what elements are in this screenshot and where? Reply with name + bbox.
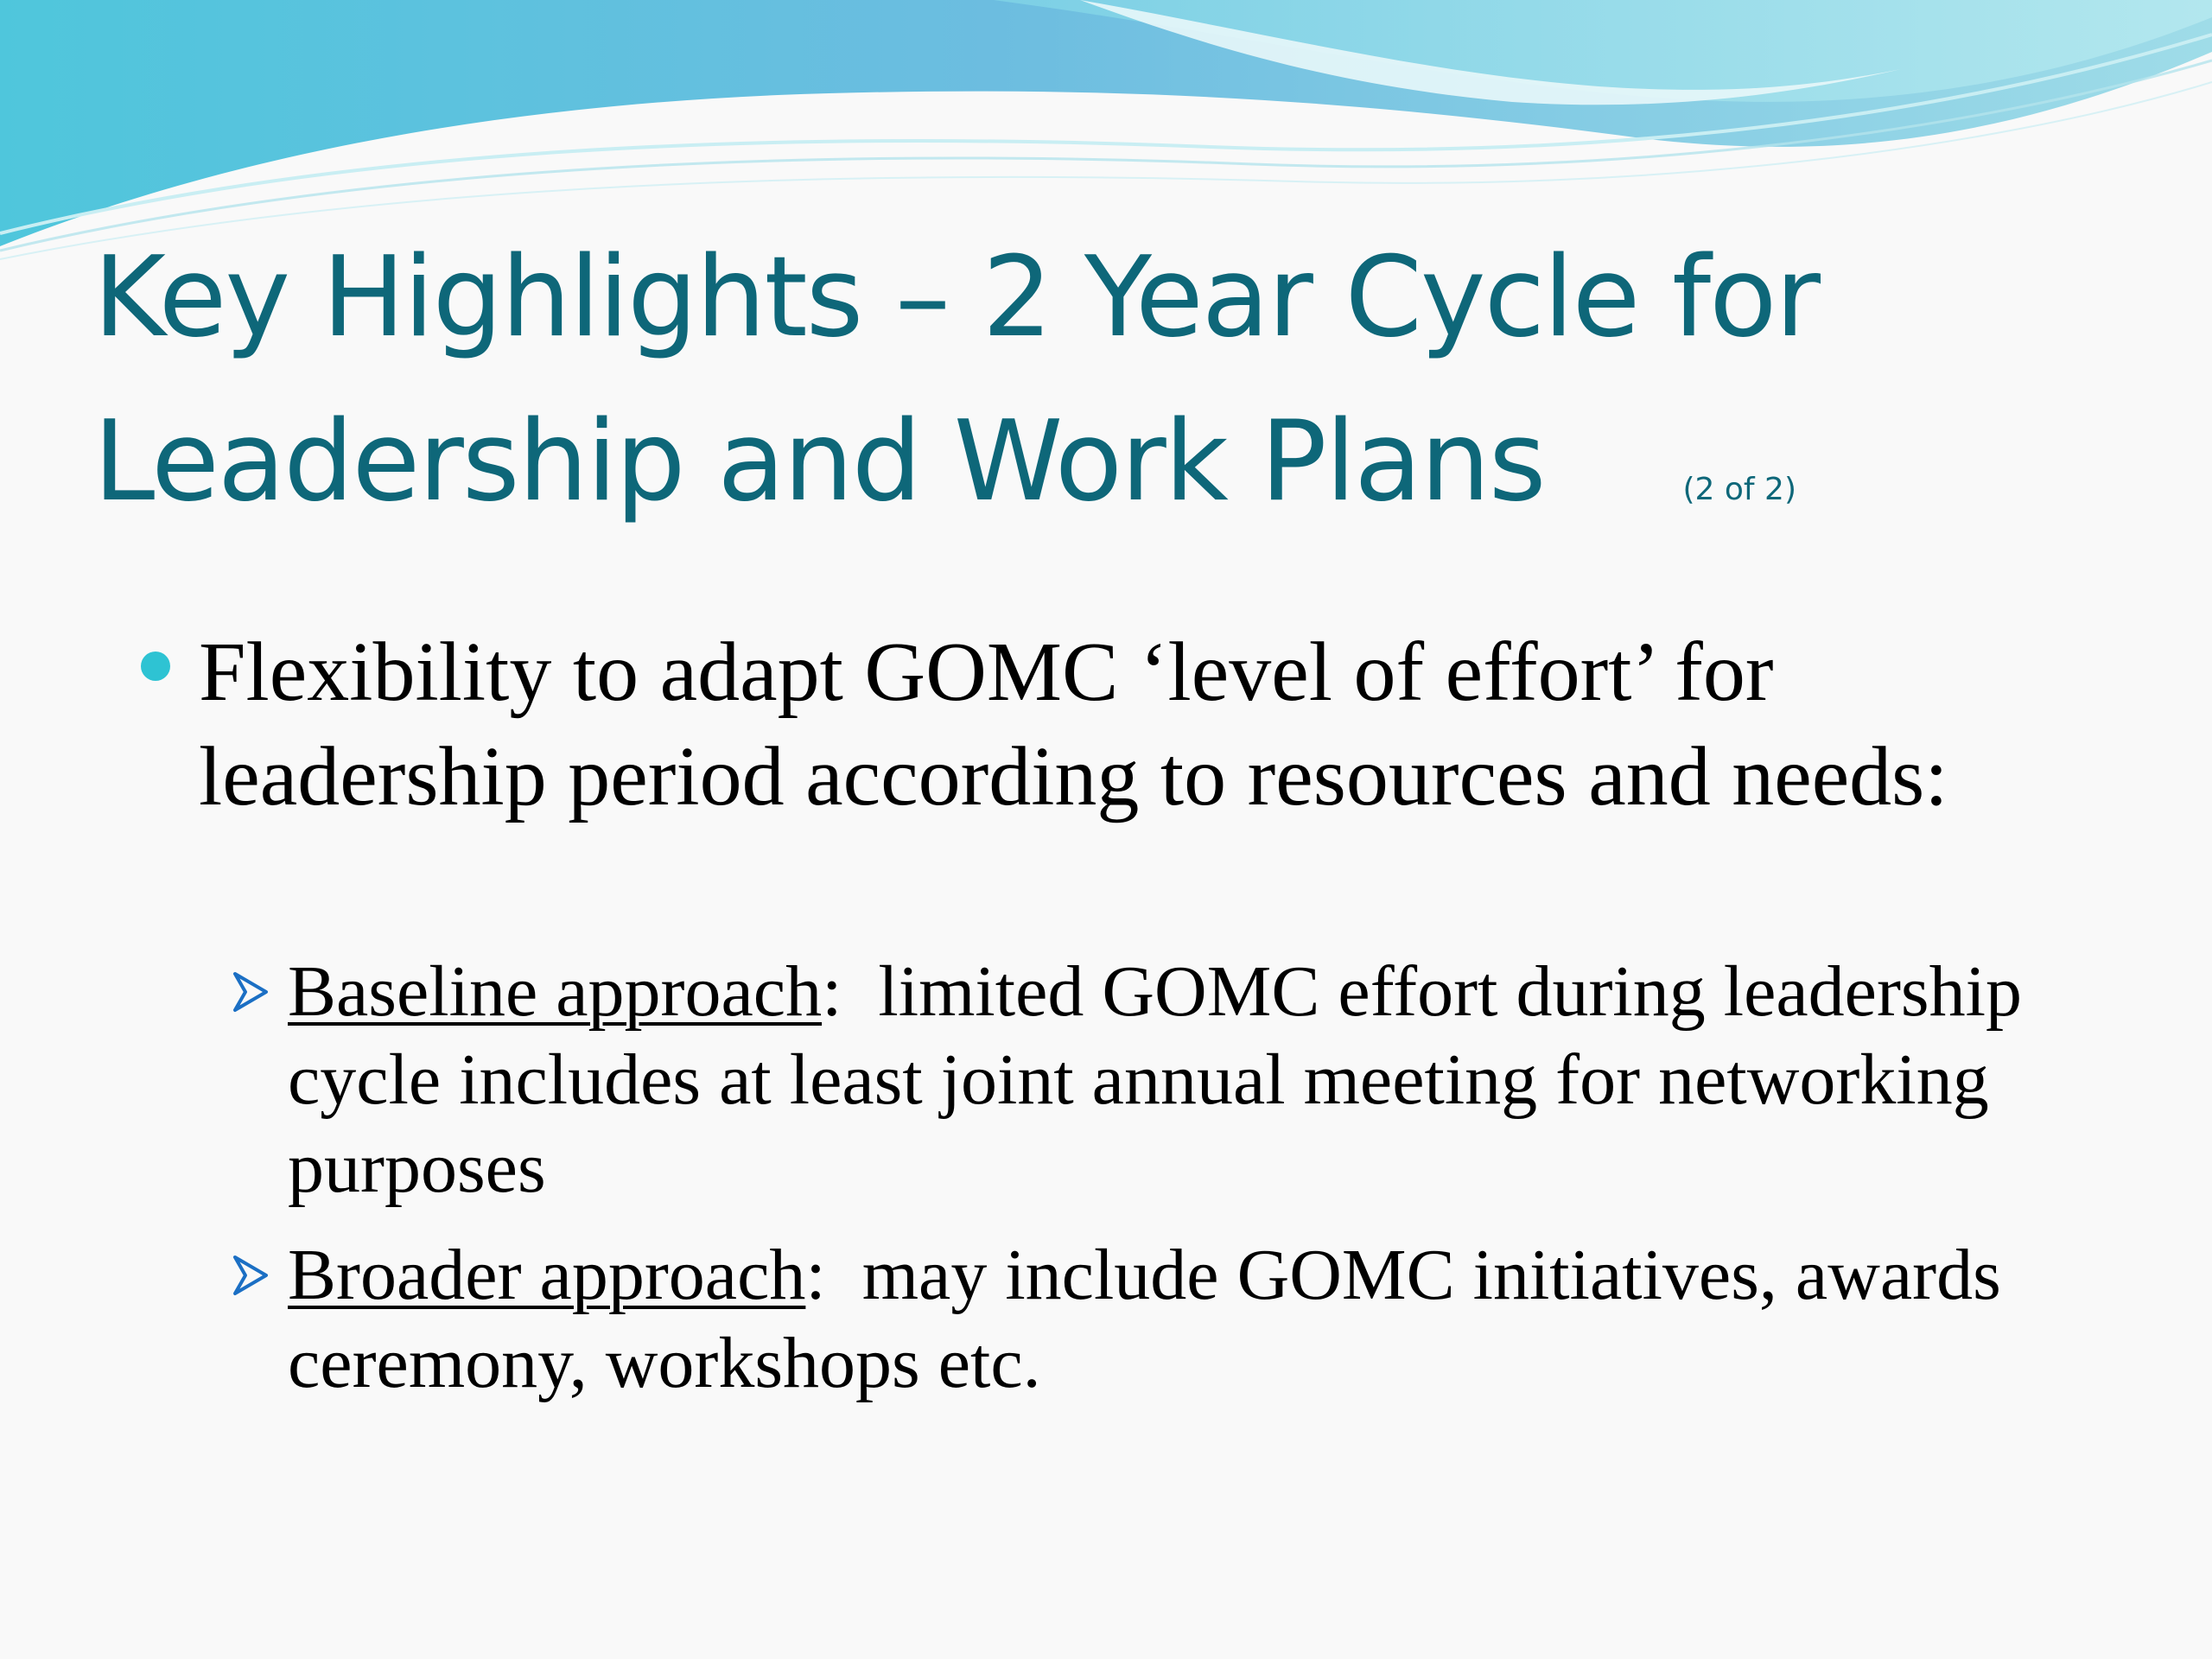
bullet-flexibility: Flexibility to adapt GOMC ‘level of effort’ for leadership period according to resources and needs:	[199, 626, 1948, 823]
round-bullet-icon	[141, 652, 170, 681]
baseline-separator: :	[822, 951, 879, 1032]
sub-bullet-broader	[288, 1231, 2102, 1408]
title-line-1: Key Highlights – 2 Year Cycle for	[93, 233, 1819, 362]
arrow-bullet-icon	[232, 1254, 270, 1297]
baseline-text: limited GOMC effort during leadership cycle includes at least joint annual meeting for networking purposes	[288, 951, 2022, 1208]
slide-title	[93, 216, 1977, 572]
broader-separator: :	[805, 1235, 862, 1315]
title-line-2: Leadership and Work Plans	[93, 397, 1545, 526]
broader-label: Broader approach	[288, 1235, 806, 1315]
sub-bullet-baseline	[288, 948, 2102, 1212]
baseline-label: Baseline approach	[288, 951, 823, 1032]
arrow-bullet-icon	[232, 970, 270, 1014]
broader-text: may include GOMC initiatives, awards ceremony, workshops etc.	[288, 1235, 2001, 1403]
page-counter: (2 of 2)	[1682, 472, 1796, 507]
